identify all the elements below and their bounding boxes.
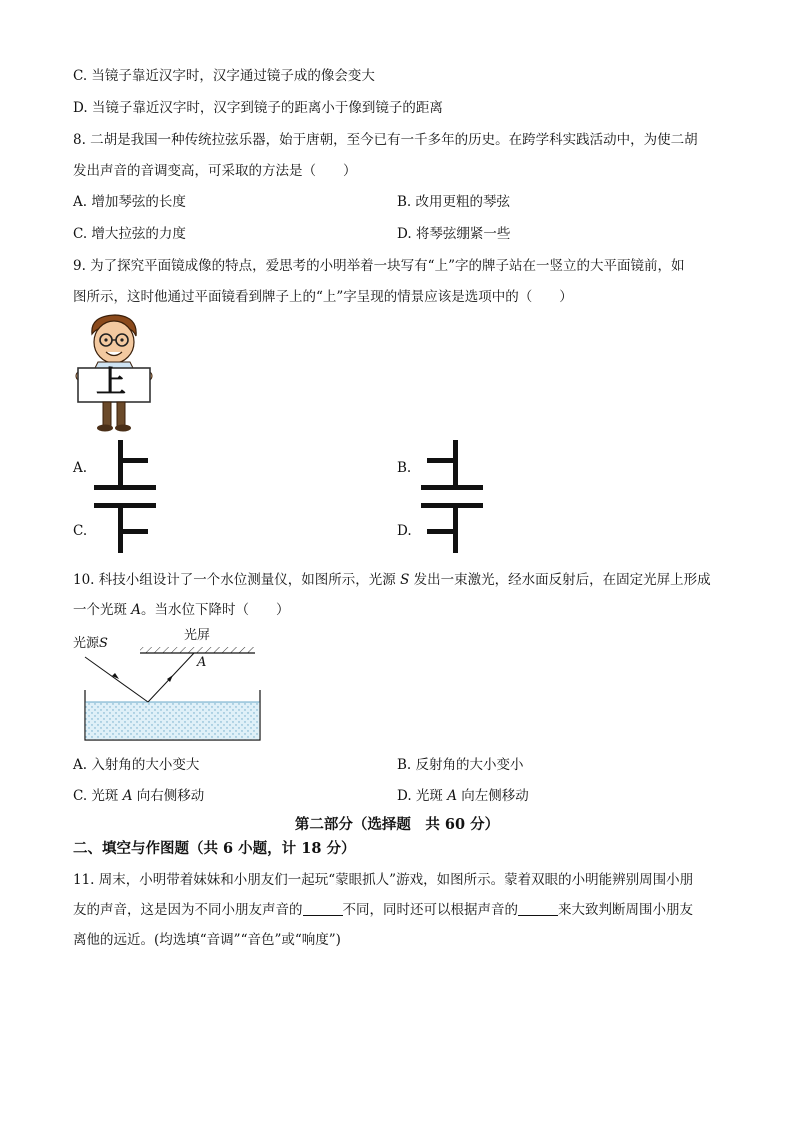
q9-stem-line1: 9. 为了探究平面镜成像的特点，爱思考的小明举着一块写有“上”字的牌子站在一竖立的大平面镜前，如 bbox=[73, 258, 685, 274]
q9-option-c-glyph bbox=[90, 503, 160, 553]
q10-stem-line2: 一个光斑 A。当水位下降时（ ） bbox=[73, 602, 290, 618]
part2-title: 第二部分（选择题 共 60 分） bbox=[294, 816, 500, 833]
q8-stem-line1: 8. 二胡是我国一种传统拉弦乐器，始于唐朝，至今已有一千多年的历史。在跨学科实践活动中，为使二胡 bbox=[73, 132, 698, 148]
answer-blank-1[interactable] bbox=[303, 902, 343, 916]
q9-option-a-glyph bbox=[90, 440, 160, 490]
q9-option-d-glyph bbox=[417, 503, 487, 553]
q9-stem-line2: 图所示，这时他通过平面镜看到牌子上的“上”字呈现的情景应该是选项中的（ ） bbox=[73, 289, 573, 305]
q10-option-d: D. 光斑 A 向左侧移动 bbox=[397, 788, 529, 804]
q8-option-a: A. 增加琴弦的长度 bbox=[73, 194, 186, 210]
answer-blank-2[interactable] bbox=[518, 902, 558, 916]
q10-option-c: C. 光斑 A 向右侧移动 bbox=[73, 788, 205, 804]
q7-option-d: D. 当镜子靠近汉字时，汉字到镜子的距离小于像到镜子的距离 bbox=[73, 100, 443, 116]
q9-option-b-glyph bbox=[417, 440, 487, 490]
q7-option-c: C. 当镜子靠近汉字时，汉字通过镜子成的像会变大 bbox=[73, 68, 375, 84]
q9-option-b-label: B. bbox=[397, 460, 412, 476]
light-source-label: 光源S bbox=[73, 636, 108, 651]
q11-line2: 友的声音，这是因为不同小朋友声音的 不同，同时还可以根据声音的 来大致判断周围小朋友 bbox=[73, 902, 693, 918]
screen-label: 光屏 bbox=[184, 628, 211, 643]
q9-option-d-label: D. bbox=[397, 523, 412, 539]
spot-a-label: A bbox=[197, 655, 207, 670]
q8-option-c: C. 增大拉弦的力度 bbox=[73, 226, 186, 242]
q11-line3: 离他的远近。(均选填“音调”“音色”或“响度”) bbox=[73, 932, 341, 948]
section-title: 二、填空与作图题（共 6 小题，计 18 分） bbox=[73, 840, 356, 857]
q8-stem-line2: 发出声音的音调变高，可采取的方法是（ ） bbox=[73, 163, 357, 179]
q8-option-b: B. 改用更粗的琴弦 bbox=[397, 194, 511, 210]
q10-option-b: B. 反射角的大小变小 bbox=[397, 757, 524, 773]
q11-line1: 11. 周末，小明带着妹妹和小朋友们一起玩“蒙眼抓人”游戏，如图所示。蒙着双眼的小明能辨别周围小朋 bbox=[73, 872, 694, 888]
q9-option-c-label: C. bbox=[73, 523, 88, 539]
q8-option-d: D. 将琴弦绷紧一些 bbox=[397, 226, 511, 242]
q10-stem-line1: 10. 科技小组设计了一个水位测量仪，如图所示，光源 S 发出一束激光，经水面反射后，在固定光屏上形成 bbox=[73, 572, 711, 588]
sign-character: 上 bbox=[96, 365, 126, 400]
q10-option-a: A. 入射角的大小变大 bbox=[73, 757, 200, 773]
q9-option-a-label: A. bbox=[73, 460, 88, 476]
